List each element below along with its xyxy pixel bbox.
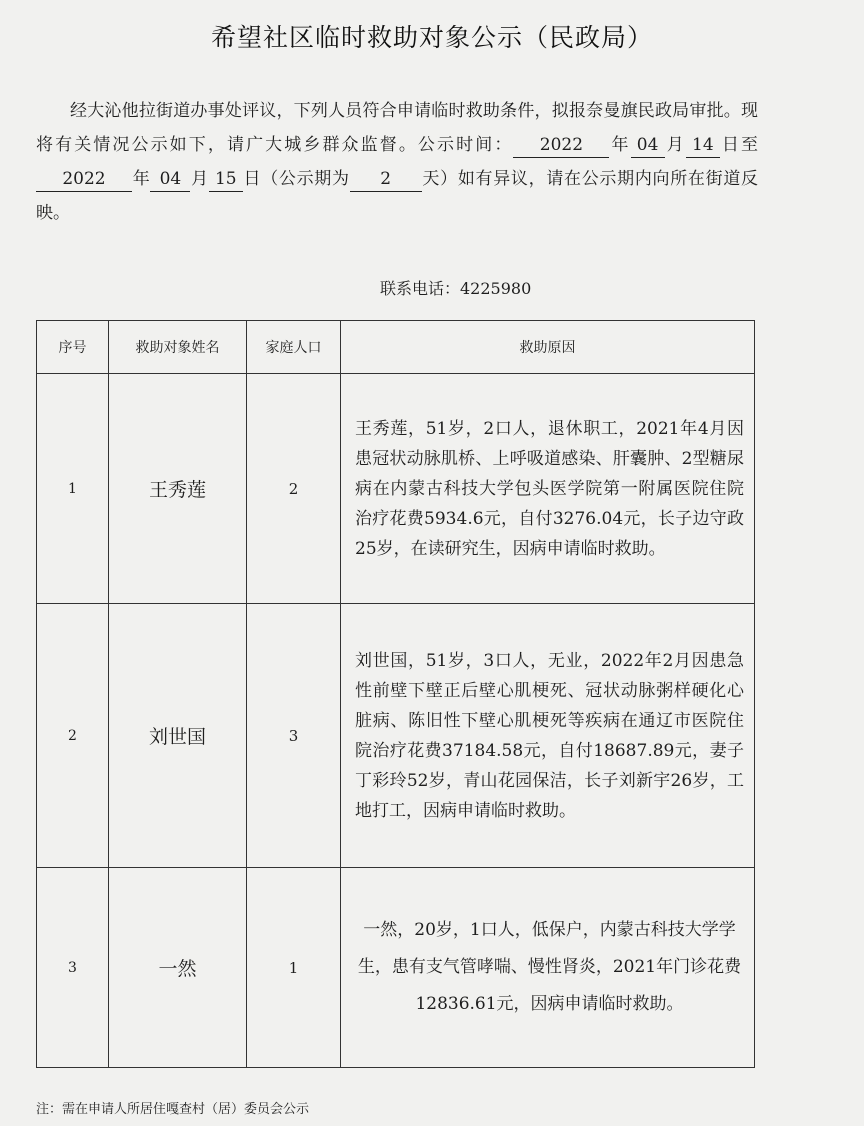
table-row <box>37 604 755 868</box>
row-family: 1 <box>247 868 341 1068</box>
row-name: 王秀莲 <box>109 374 247 604</box>
row-family: 2 <box>247 374 341 604</box>
header-no: 序号 <box>37 321 109 374</box>
row-no: 3 <box>37 868 109 1068</box>
intro-text: 经大沁他拉街道办事处评议，下列人员符合申请临时救助条件，拟报奈曼旗民政局审批。现将有关情况公示如下，请广大城乡群众监督。公示时间： <box>36 101 758 155</box>
table-row <box>37 374 755 604</box>
start-month: 04 <box>631 133 665 158</box>
start-day: 14 <box>686 133 720 158</box>
row-reason: 一然，20岁，1口人，低保户，内蒙古科技大学学生，患有支气管哮喘、慢性肾炎，2021年门诊花费12836.61元，因病申请临时救助。 <box>341 868 755 1068</box>
contact-phone: 联系电话：4225980 <box>380 279 532 298</box>
row-no: 1 <box>37 374 109 604</box>
header-family: 家庭人口 <box>247 321 341 374</box>
row-name: 一然 <box>109 868 247 1068</box>
row-family: 3 <box>247 604 341 868</box>
intro-paragraph <box>36 94 758 230</box>
end-day: 15 <box>209 167 243 192</box>
start-year: 2022 <box>513 133 609 158</box>
row-no: 2 <box>37 604 109 868</box>
month-label-2: 月 <box>190 169 209 189</box>
month-label-1: 月 <box>664 135 686 155</box>
day-label-2: 日（公示期为 <box>242 169 350 189</box>
table-row <box>37 868 755 1068</box>
end-year: 2022 <box>36 167 132 192</box>
row-reason: 王秀莲，51岁，2口人，退休职工，2021年4月因患冠状动脉肌桥、上呼吸道感染、肝囊肿、2型糖尿病在内蒙古科技大学包头医学院第一附属医院住院治疗花费5934.6元，自付3276.04元，长子边守政25岁，在读研究生，因病申请临时救助。 <box>341 374 755 604</box>
header-name: 救助对象姓名 <box>109 321 247 374</box>
relief-table <box>36 320 755 1068</box>
footnote: 注：需在申请人所居住嘎查村（居）委员会公示 <box>36 1102 310 1117</box>
end-month: 04 <box>150 167 190 192</box>
day-label-1: 日至 <box>719 135 759 155</box>
row-reason: 刘世国，51岁，3口人，无业，2022年2月因患急性前壁下壁正后壁心肌梗死、冠状动脉粥样硬化心脏病、陈旧性下壁心肌梗死等疾病在通辽市医院住院治疗花费37184.58元，自付18687.89元，妻子丁彩玲52岁，青山花园保洁，长子刘新宇26岁，工地打工，因病申请临时救助。 <box>341 604 755 868</box>
row-name: 刘世国 <box>109 604 247 868</box>
table-header-row <box>37 321 755 374</box>
year-label-1: 年 <box>609 135 631 155</box>
period-days: 2 <box>350 167 422 192</box>
period-text: 天）如有异议，请在公示期内向所在街道反映。 <box>36 169 759 223</box>
header-reason: 救助原因 <box>341 321 755 374</box>
year-label-2: 年 <box>132 169 151 189</box>
page-title: 希望社区临时救助对象公示（民政局） <box>210 23 653 52</box>
